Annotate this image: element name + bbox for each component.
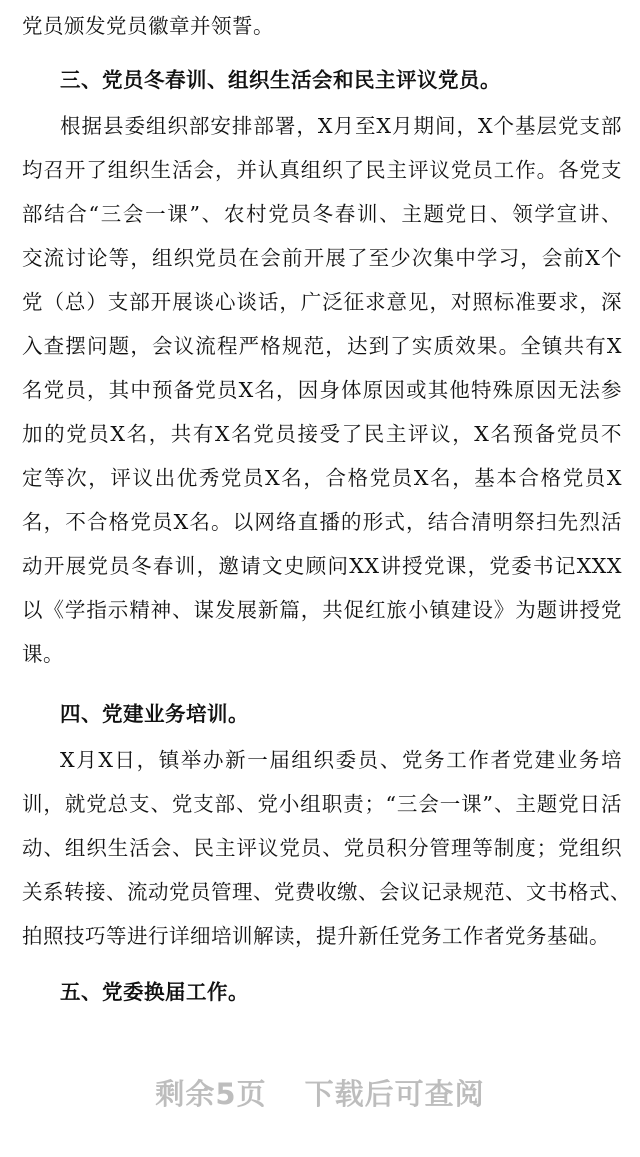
download-prompt[interactable] (0, 1072, 640, 1113)
paragraph-line: 以《学指示精神、谋发展新篇，共促红旅小镇建设》为题讲授党 (22, 598, 622, 622)
paragraph-line: 动开展党员冬春训，邀请文史顾问XX讲授党课，党委书记XXX (22, 554, 622, 578)
paragraph-line: 交流讨论等，组织党员在会前开展了至少次集中学习，会前X个 (22, 246, 622, 270)
paragraph-line: 根据县委组织部安排部署，X月至X月期间，X个基层党支部 (60, 114, 622, 138)
paragraph-line: 名，不合格党员X名。以网络直播的形式，结合清明祭扫先烈活 (22, 510, 622, 534)
paragraph-line: 名党员，其中预备党员X名，因身体原因或其他特殊原因无法参 (22, 378, 622, 402)
paragraph-line: 党（总）支部开展谈心谈话，广泛征求意见，对照标准要求，深 (22, 290, 622, 314)
section-heading-3: 三、党员冬春训、组织生活会和民主评议党员。 (60, 68, 501, 92)
paragraph-line: 拍照技巧等进行详细培训解读，提升新任党务工作者党务基础。 (22, 924, 610, 948)
paragraph-line: 关系转接、流动党员管理、党费收缴、会议记录规范、文书格式、 (22, 880, 631, 904)
paragraph-line: 训，就党总支、党支部、党小组职责；“三会一课”、主题党日活 (22, 792, 622, 816)
paragraph-line: 课。 (22, 642, 64, 666)
paragraph-line: 入查摆问题，会议流程严格规范，达到了实质效果。全镇共有X (22, 334, 622, 358)
paragraph-line: X月X日，镇举办新一届组织委员、党务工作者党建业务培 (60, 748, 622, 772)
download-label: 下载后可查阅 (304, 1077, 485, 1111)
paragraph-line: 党员颁发党员徽章并领誓。 (22, 14, 274, 38)
remaining-pages-label: 剩余5页 (155, 1077, 267, 1111)
section-heading-4: 四、党建业务培训。 (60, 702, 249, 726)
paragraph-line: 部结合“三会一课”、农村党员冬春训、主题党日、领学宣讲、 (22, 202, 622, 226)
paragraph-line: 定等次，评议出优秀党员X名，合格党员X名，基本合格党员X (22, 466, 622, 490)
paragraph-line: 动、组织生活会、民主评议党员、党员积分管理等制度；党组织 (22, 836, 622, 860)
paragraph-line: 加的党员X名，共有X名党员接受了民主评议，X名预备党员不 (22, 422, 622, 446)
section-heading-5: 五、党委换届工作。 (60, 980, 249, 1004)
paragraph-line: 均召开了组织生活会，并认真组织了民主评议党员工作。各党支 (22, 158, 622, 182)
